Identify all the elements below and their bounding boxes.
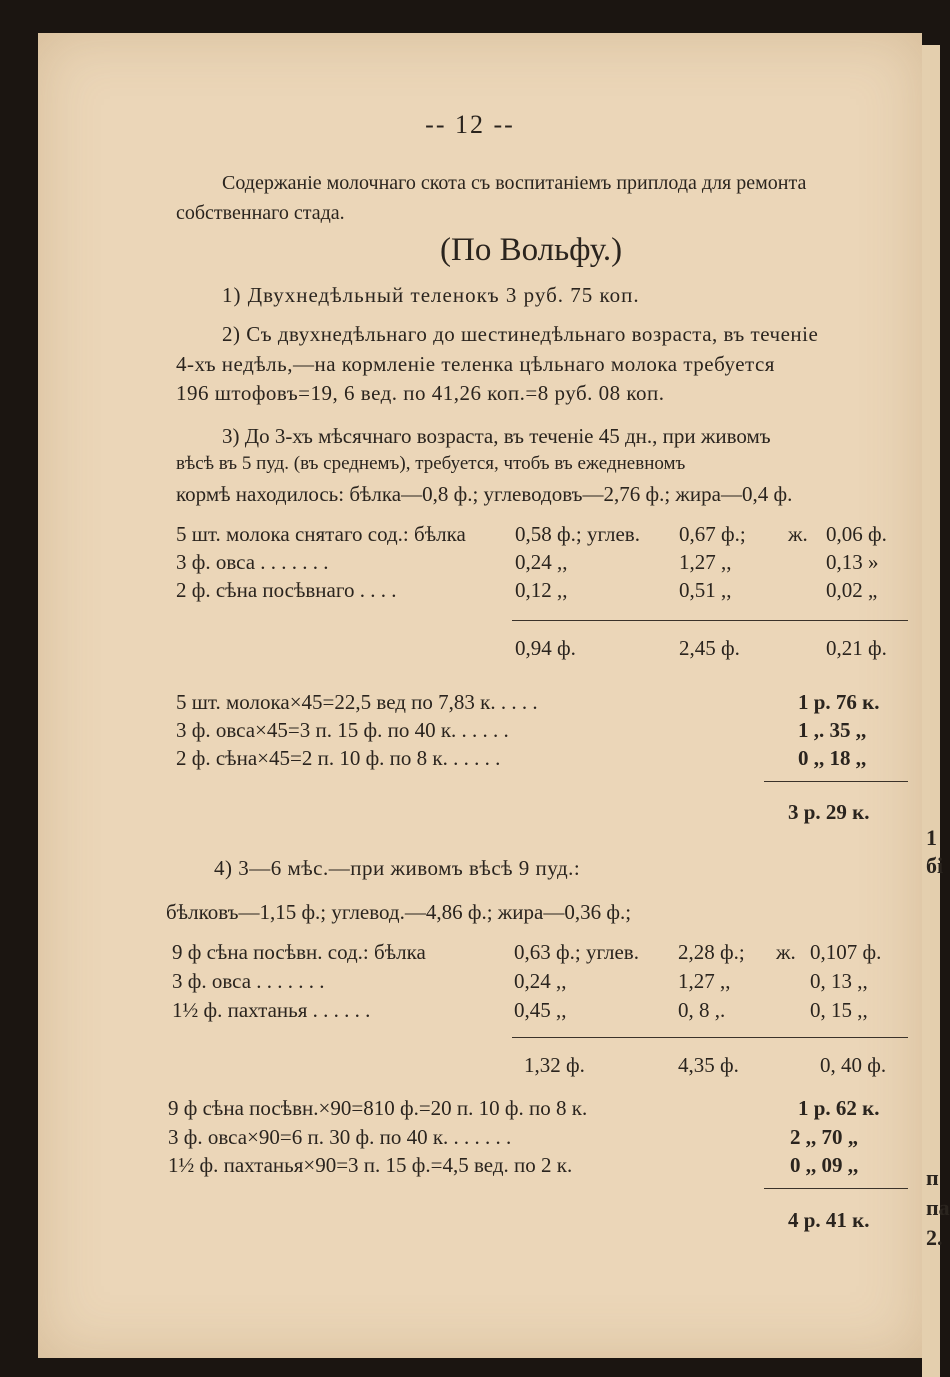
total-protein: 1,32 ф. bbox=[524, 1053, 585, 1077]
item4-line: 4) 3—6 мѣс.—при живомъ вѣсѣ 9 пуд.: bbox=[214, 856, 581, 880]
cost-text: 5 шт. молока×45=22,5 вед по 7,83 к. . . . . bbox=[176, 690, 538, 714]
feed-fat-prefix: ж. bbox=[776, 940, 796, 964]
total-protein: 0,94 ф. bbox=[515, 636, 576, 660]
cost-text: 1½ ф. пахтанья×90=3 п. 15 ф.=4,5 вед. по 2 к. bbox=[168, 1153, 573, 1177]
feed-label: 3 ф. овса . . . . . . . bbox=[172, 969, 325, 993]
total-fat: 0,21 ф. bbox=[826, 636, 887, 660]
cost-total: 4 р. 41 к. bbox=[788, 1208, 870, 1232]
total-fat: 0, 40 ф. bbox=[820, 1053, 887, 1077]
item2-line: 196 штофовъ=19, 6 вед. по 41,26 коп.=8 руб. 08 коп. bbox=[176, 381, 665, 405]
feed-fat-prefix: ж. bbox=[788, 522, 808, 546]
sum-rule bbox=[764, 1188, 908, 1189]
feed-fat: 0,107 ф. bbox=[810, 940, 882, 964]
edge-mark: п bbox=[926, 1165, 939, 1190]
item3-line: вѣсѣ въ 5 пуд. (въ среднемъ), требуется, чтобъ въ ежедневномъ bbox=[176, 453, 686, 474]
feed-label: 1½ ф. пахтанья . . . . . . bbox=[172, 998, 371, 1022]
next-page-edge bbox=[922, 45, 950, 1377]
edge-mark: бі bbox=[926, 853, 944, 878]
feed-protein: 0,63 ф.; углев. bbox=[514, 940, 639, 964]
intro-line: собственнаго стада. bbox=[176, 202, 345, 224]
item3-line: кормѣ находилось: бѣлка—0,8 ф.; углеводовъ—2,76 ф.; жира—0,4 ф. bbox=[176, 482, 793, 506]
feed-label: 9 ф сѣна посѣвн. сод.: бѣлка bbox=[172, 940, 426, 964]
item2-line: 4-хъ недѣль,—на кормленіе теленка цѣльнаго молока требуется bbox=[176, 352, 775, 376]
sum-rule bbox=[512, 1037, 908, 1038]
feed-protein: 0,45 ,, bbox=[514, 998, 567, 1022]
cost-text: 3 ф. овса×45=3 п. 15 ф. по 40 к. . . . . . bbox=[176, 718, 509, 742]
intro-line: Содержаніе молочнаго скота съ воспитаніемъ приплода для ремонта bbox=[222, 172, 807, 194]
feed-carbs: 0,51 ,, bbox=[679, 578, 732, 602]
cost-amount: 1 р. 62 к. bbox=[798, 1096, 880, 1120]
item2-line: 2) Съ двухнедѣльнаго до шестинедѣльнаго возраста, въ теченіе bbox=[222, 322, 819, 346]
cost-amount: 0 ,, 09 ,, bbox=[790, 1153, 859, 1177]
item1-line: 1) Двухнедѣльный теленокъ 3 руб. 75 коп. bbox=[222, 283, 640, 307]
edge-mark: 2. bbox=[926, 1225, 943, 1250]
feed-protein: 0,12 ,, bbox=[515, 578, 568, 602]
feed-carbs: 0, 8 ,. bbox=[678, 998, 726, 1022]
feed-carbs: 1,27 ,, bbox=[679, 550, 732, 574]
total-carbs: 2,45 ф. bbox=[679, 636, 740, 660]
cost-text: 2 ф. сѣна×45=2 п. 10 ф. по 8 к. . . . . . bbox=[176, 746, 501, 770]
cost-amount: 1 р. 76 к. bbox=[798, 690, 880, 714]
feed-label: 5 шт. молока снятаго сод.: бѣлка bbox=[176, 522, 466, 546]
feed-fat: 0,06 ф. bbox=[826, 522, 887, 546]
feed-protein: 0,58 ф.; углев. bbox=[515, 522, 640, 546]
cost-total: 3 р. 29 к. bbox=[788, 800, 870, 824]
cost-text: 9 ф сѣна посѣвн.×90=810 ф.=20 п. 10 ф. по 8 к. bbox=[168, 1096, 588, 1120]
section-heading: (По Вольфу.) bbox=[440, 232, 623, 268]
item3-line: 3) До 3-хъ мѣсячнаго возраста, въ теченіе 45 дн., при живомъ bbox=[222, 424, 771, 448]
feed-carbs: 1,27 ,, bbox=[678, 969, 731, 993]
feed-carbs: 0,67 ф.; bbox=[679, 522, 746, 546]
cost-amount: 2 ,, 70 „ bbox=[790, 1125, 859, 1149]
feed-protein: 0,24 ,, bbox=[515, 550, 568, 574]
edge-mark: па bbox=[926, 1195, 950, 1220]
item4-line: бѣлковъ—1,15 ф.; углевод.—4,86 ф.; жира—0,36 ф.; bbox=[166, 900, 632, 924]
feed-fat: 0, 13 ,, bbox=[810, 969, 868, 993]
feed-fat: 0, 15 ,, bbox=[810, 998, 868, 1022]
feed-label: 3 ф. овса . . . . . . . bbox=[176, 550, 329, 574]
feed-protein: 0,24 ,, bbox=[514, 969, 567, 993]
feed-fat: 0,02 „ bbox=[826, 578, 878, 602]
page-number: -- 12 -- bbox=[425, 110, 515, 139]
cost-amount: 0 ,, 18 ,, bbox=[798, 746, 867, 770]
feed-carbs: 2,28 ф.; bbox=[678, 940, 745, 964]
cost-amount: 1 ,. 35 ,, bbox=[798, 718, 867, 742]
feed-fat: 0,13 » bbox=[826, 550, 879, 574]
cost-text: 3 ф. овса×90=6 п. 30 ф. по 40 к. . . . . . . bbox=[168, 1125, 512, 1149]
total-carbs: 4,35 ф. bbox=[678, 1053, 739, 1077]
sum-rule bbox=[764, 781, 908, 782]
sum-rule bbox=[512, 620, 908, 621]
feed-label: 2 ф. сѣна посѣвнаго . . . . bbox=[176, 578, 397, 602]
edge-mark: 1 bbox=[926, 825, 937, 850]
